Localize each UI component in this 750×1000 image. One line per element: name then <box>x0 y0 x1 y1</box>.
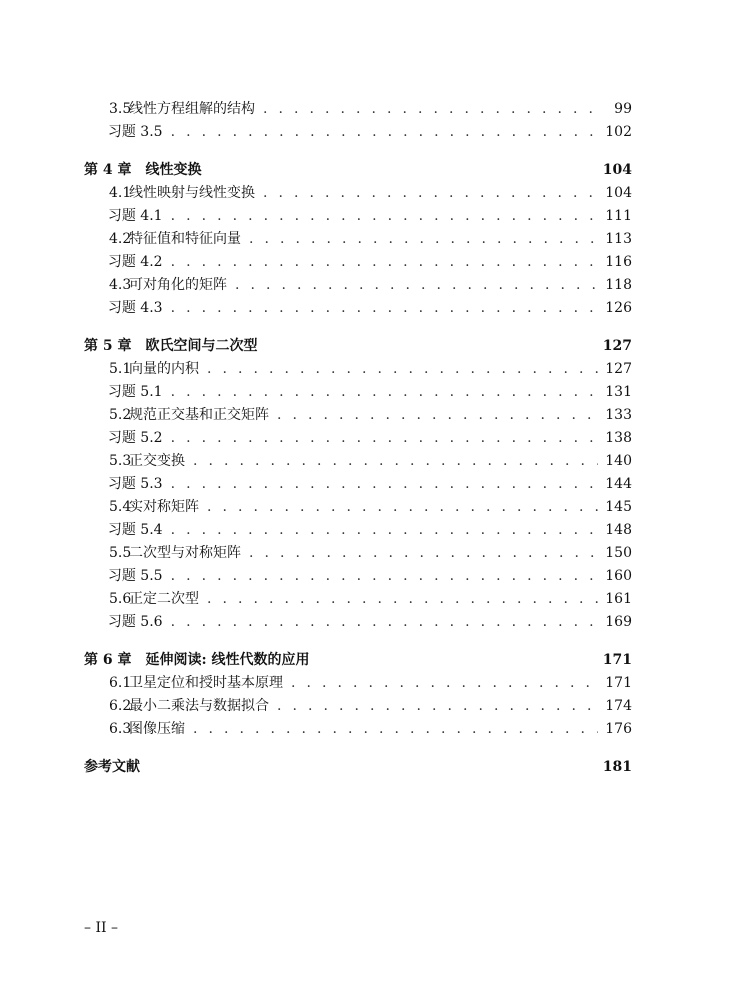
section-title: 最小二乘法与数据拟合 <box>129 698 269 714</box>
toc-section-row[interactable] <box>84 404 632 427</box>
dot-leader <box>291 672 598 695</box>
section-number: 6.3 <box>109 721 132 737</box>
exercise-title: 习题 5.6 <box>107 614 163 630</box>
page-number: 118 <box>605 277 632 293</box>
dot-leader <box>277 404 598 427</box>
toc-chapter-row[interactable] <box>84 335 632 358</box>
chapter-number: 第 6 章 <box>84 652 132 668</box>
page-number: 113 <box>605 231 632 247</box>
exercise-title: 习题 5.2 <box>107 430 163 446</box>
section-number: 5.6 <box>109 591 132 607</box>
toc-section-row[interactable] <box>84 450 632 473</box>
dot-leader <box>263 98 598 121</box>
page-footer-number: – II – <box>84 920 118 936</box>
section-number: 5.5 <box>109 545 132 561</box>
exercise-title: 习题 4.2 <box>107 254 163 270</box>
table-of-contents <box>84 98 632 779</box>
dot-leader <box>235 274 598 297</box>
chapter-number: 第 4 章 <box>84 162 132 178</box>
toc-section-row[interactable] <box>84 182 632 205</box>
exercise-title: 习题 5.1 <box>107 384 163 400</box>
toc-exercise-row[interactable] <box>84 251 632 274</box>
dot-leader <box>171 381 598 404</box>
toc-chapter-row[interactable] <box>84 756 632 779</box>
section-title: 正定二次型 <box>129 591 199 607</box>
chapter-title: 线性变换 <box>145 162 202 178</box>
exercise-title: 习题 5.4 <box>107 522 163 538</box>
section-number: 6.1 <box>109 675 132 691</box>
dot-leader <box>193 718 598 741</box>
toc-exercise-row[interactable] <box>84 473 632 496</box>
dot-leader <box>277 695 598 718</box>
toc-section-row[interactable] <box>84 228 632 251</box>
dot-leader <box>171 565 598 588</box>
toc-exercise-row[interactable] <box>84 519 632 542</box>
toc-section-row[interactable] <box>84 98 632 121</box>
page-number: 127 <box>602 338 632 354</box>
exercise-title: 习题 3.5 <box>107 124 163 140</box>
chapter-title: 欧氏空间与二次型 <box>145 338 258 354</box>
page-number: 171 <box>602 652 632 668</box>
section-number: 5.2 <box>109 407 132 423</box>
toc-section-row[interactable] <box>84 542 632 565</box>
toc-section-row[interactable] <box>84 718 632 741</box>
page-number: 161 <box>605 591 632 607</box>
toc-section-row[interactable] <box>84 588 632 611</box>
section-number: 4.3 <box>109 277 132 293</box>
page-number: 148 <box>605 522 632 538</box>
toc-section-row[interactable] <box>84 695 632 718</box>
toc-exercise-row[interactable] <box>84 205 632 228</box>
dot-leader <box>249 228 598 251</box>
section-number: 6.2 <box>109 698 132 714</box>
page-number: 150 <box>605 545 632 561</box>
section-title: 线性映射与线性变换 <box>129 185 255 201</box>
dot-leader <box>207 496 598 519</box>
page-number: 104 <box>602 162 632 178</box>
section-title: 规范正交基和正交矩阵 <box>129 407 269 423</box>
dot-leader <box>207 588 598 611</box>
page-number: 127 <box>605 361 632 377</box>
section-number: 5.3 <box>109 453 132 469</box>
dot-leader <box>171 473 598 496</box>
section-number: 4.1 <box>109 185 132 201</box>
toc-section-row[interactable] <box>84 496 632 519</box>
page-number: 144 <box>605 476 632 492</box>
toc-chapter-row[interactable] <box>84 159 632 182</box>
dot-leader <box>171 121 598 144</box>
exercise-title: 习题 4.1 <box>107 208 163 224</box>
dot-leader <box>207 358 598 381</box>
page-number: 181 <box>602 759 632 775</box>
section-title: 特征值和特征向量 <box>129 231 241 247</box>
dot-leader <box>171 519 598 542</box>
page-number: 160 <box>605 568 632 584</box>
section-title: 正交变换 <box>129 453 185 469</box>
dot-leader <box>171 205 598 228</box>
page-number: 111 <box>605 208 632 224</box>
exercise-title: 习题 5.3 <box>107 476 163 492</box>
dot-leader <box>193 450 598 473</box>
page-number: 169 <box>605 614 632 630</box>
toc-section-row[interactable] <box>84 274 632 297</box>
dot-leader <box>171 427 598 450</box>
toc-exercise-row[interactable] <box>84 121 632 144</box>
page-number: 102 <box>605 124 632 140</box>
section-number: 3.5 <box>109 101 132 117</box>
section-title: 图像压缩 <box>129 721 185 737</box>
chapter-number: 第 5 章 <box>84 338 132 354</box>
dot-leader <box>249 542 598 565</box>
page-number: 133 <box>605 407 632 423</box>
section-number: 4.2 <box>109 231 132 247</box>
dot-leader <box>263 182 598 205</box>
section-title: 可对角化的矩阵 <box>129 277 227 293</box>
toc-exercise-row[interactable] <box>84 297 632 320</box>
exercise-title: 习题 5.5 <box>107 568 163 584</box>
chapter-title: 参考文献 <box>84 759 140 775</box>
section-title: 二次型与对称矩阵 <box>129 545 241 561</box>
section-title: 实对称矩阵 <box>129 499 199 515</box>
section-number: 5.4 <box>109 499 132 515</box>
dot-leader <box>171 251 598 274</box>
chapter-title: 延伸阅读: 线性代数的应用 <box>145 652 310 668</box>
toc-exercise-row[interactable] <box>84 427 632 450</box>
section-title: 卫星定位和授时基本原理 <box>129 675 283 691</box>
page-number: 176 <box>605 721 632 737</box>
toc-exercise-row[interactable] <box>84 565 632 588</box>
section-title: 线性方程组解的结构 <box>129 101 255 117</box>
toc-exercise-row[interactable] <box>84 381 632 404</box>
page-number: 145 <box>605 499 632 515</box>
toc-chapter-row[interactable] <box>84 649 632 672</box>
page-number: 131 <box>605 384 632 400</box>
exercise-title: 习题 4.3 <box>107 300 163 316</box>
dot-leader <box>171 611 598 634</box>
section-number: 5.1 <box>109 361 132 377</box>
toc-exercise-row[interactable] <box>84 611 632 634</box>
toc-section-row[interactable] <box>84 358 632 381</box>
dot-leader <box>171 297 598 320</box>
toc-section-row[interactable] <box>84 672 632 695</box>
section-title: 向量的内积 <box>129 361 199 377</box>
page-number: 99 <box>614 101 632 117</box>
page-number: 171 <box>605 675 632 691</box>
page-number: 116 <box>605 254 632 270</box>
page-number: 174 <box>605 698 632 714</box>
page-number: 140 <box>605 453 632 469</box>
page-number: 104 <box>605 185 632 201</box>
page-number: 126 <box>605 300 632 316</box>
page-number: 138 <box>605 430 632 446</box>
